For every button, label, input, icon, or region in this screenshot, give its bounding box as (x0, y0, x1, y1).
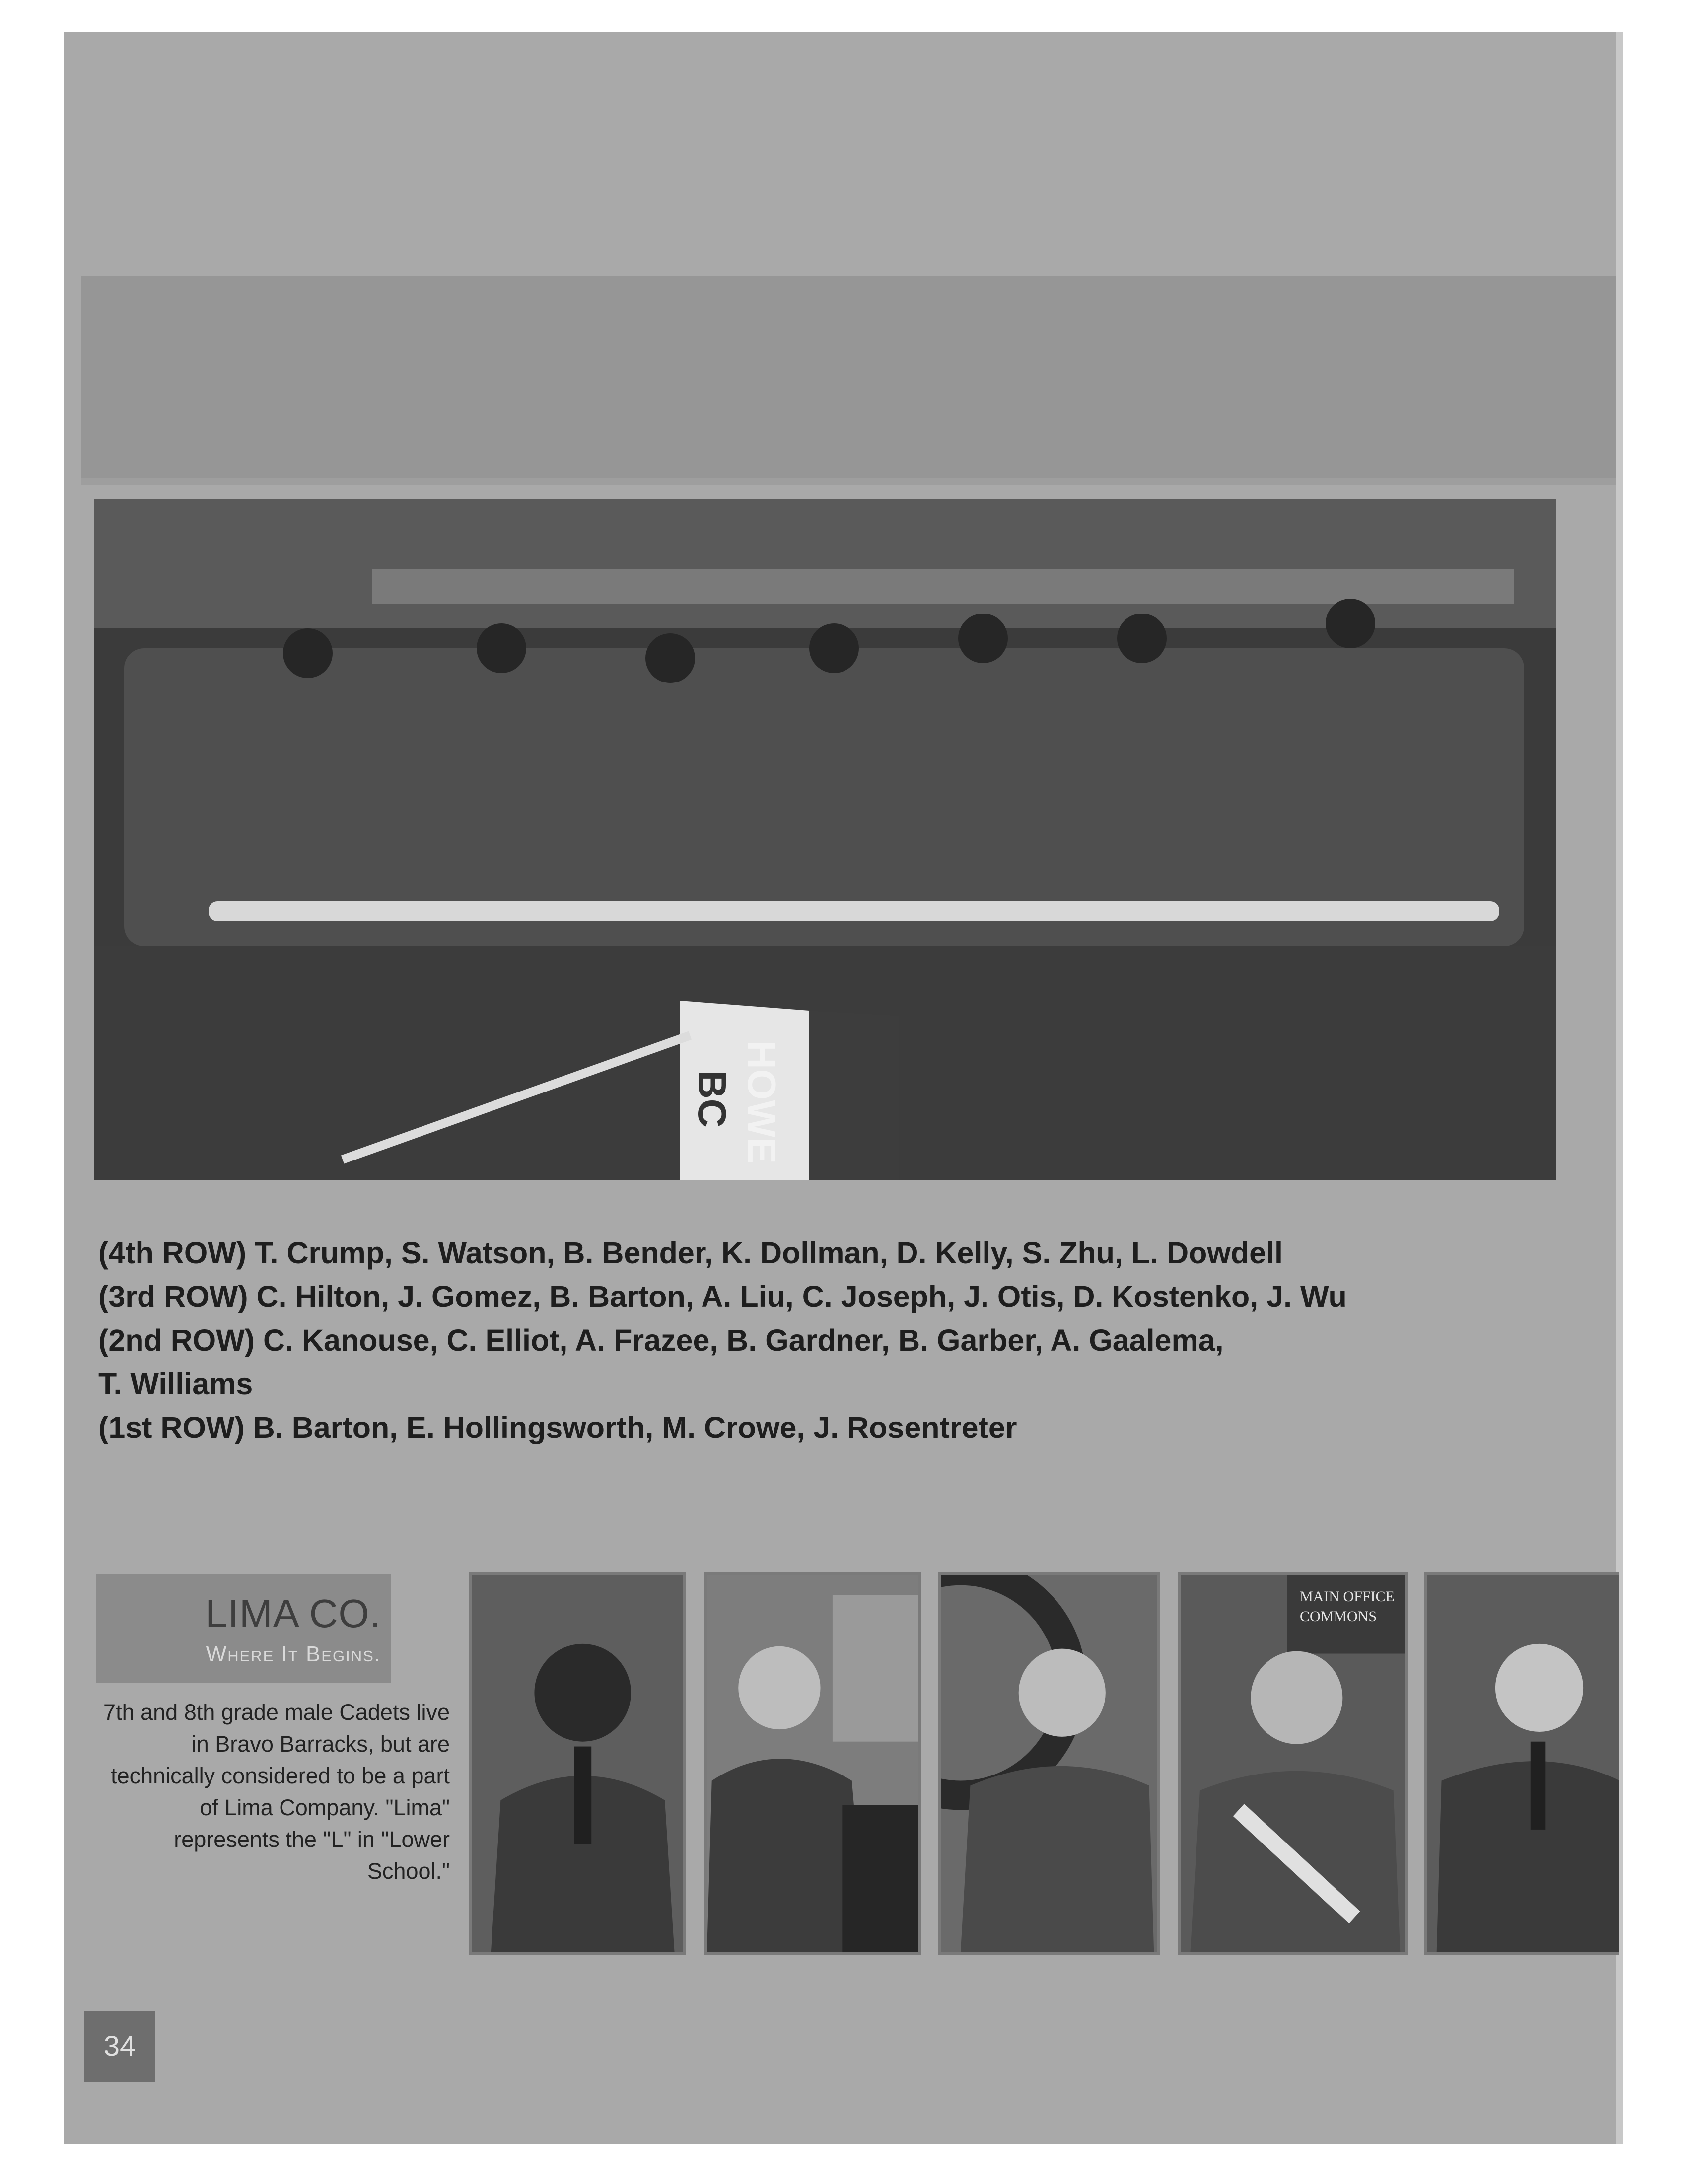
banner-shadow (81, 478, 1619, 485)
header-banner (81, 276, 1619, 478)
caption-row-4: (4th ROW) T. Crump, S. Watson, B. Bender, K. Dollman, D. Kelly, S. Zhu, L. Dowdell (98, 1236, 1283, 1270)
section-title-box (96, 1574, 391, 1683)
caption-row-2: (2nd ROW) C. Kanouse, C. Elliot, A. Frazee, B. Gardner, B. Garber, A. Gaalema, (98, 1323, 1224, 1357)
portrait-3 (938, 1572, 1160, 1955)
group-photo-illustration (94, 499, 1556, 1180)
portrait-2 (704, 1572, 921, 1955)
section-title: LIMA CO. (205, 1591, 381, 1636)
portrait-3-image (941, 1575, 1157, 1952)
sign-line-1: MAIN OFFICE (1300, 1588, 1395, 1605)
portrait-1-image (472, 1575, 683, 1952)
page-number: 34 (84, 2011, 155, 2082)
section-description: 7th and 8th grade male Cadets live in Bravo Barracks, but are technically considered to be a part of Lima Company. "Lima" represents the "L" in "Lower School." (103, 1700, 450, 1884)
names-caption (98, 1231, 1556, 1449)
portrait-1 (469, 1572, 686, 1955)
portrait-2-image (707, 1575, 918, 1952)
caption-row-1: (1st ROW) B. Barton, E. Hollingsworth, M. Crowe, J. Rosentreter (98, 1411, 1017, 1444)
portrait-4-image (1181, 1575, 1405, 1952)
portrait-4 (1178, 1572, 1408, 1955)
sign-line-2: COMMONS (1300, 1608, 1377, 1625)
portrait-5 (1424, 1572, 1619, 1955)
caption-row-3: (3rd ROW) C. Hilton, J. Gomez, B. Barton, A. Liu, C. Joseph, J. Otis, D. Kostenko, J. Wu (98, 1280, 1347, 1313)
section-subtitle: Where It Begins. (206, 1642, 381, 1666)
flag-label-2: BC (690, 1070, 734, 1128)
group-photo (94, 499, 1556, 1180)
portrait-5-image (1427, 1575, 1619, 1952)
flag-label: HOWE (740, 1040, 784, 1164)
caption-row-2-cont: T. Williams (98, 1367, 253, 1401)
